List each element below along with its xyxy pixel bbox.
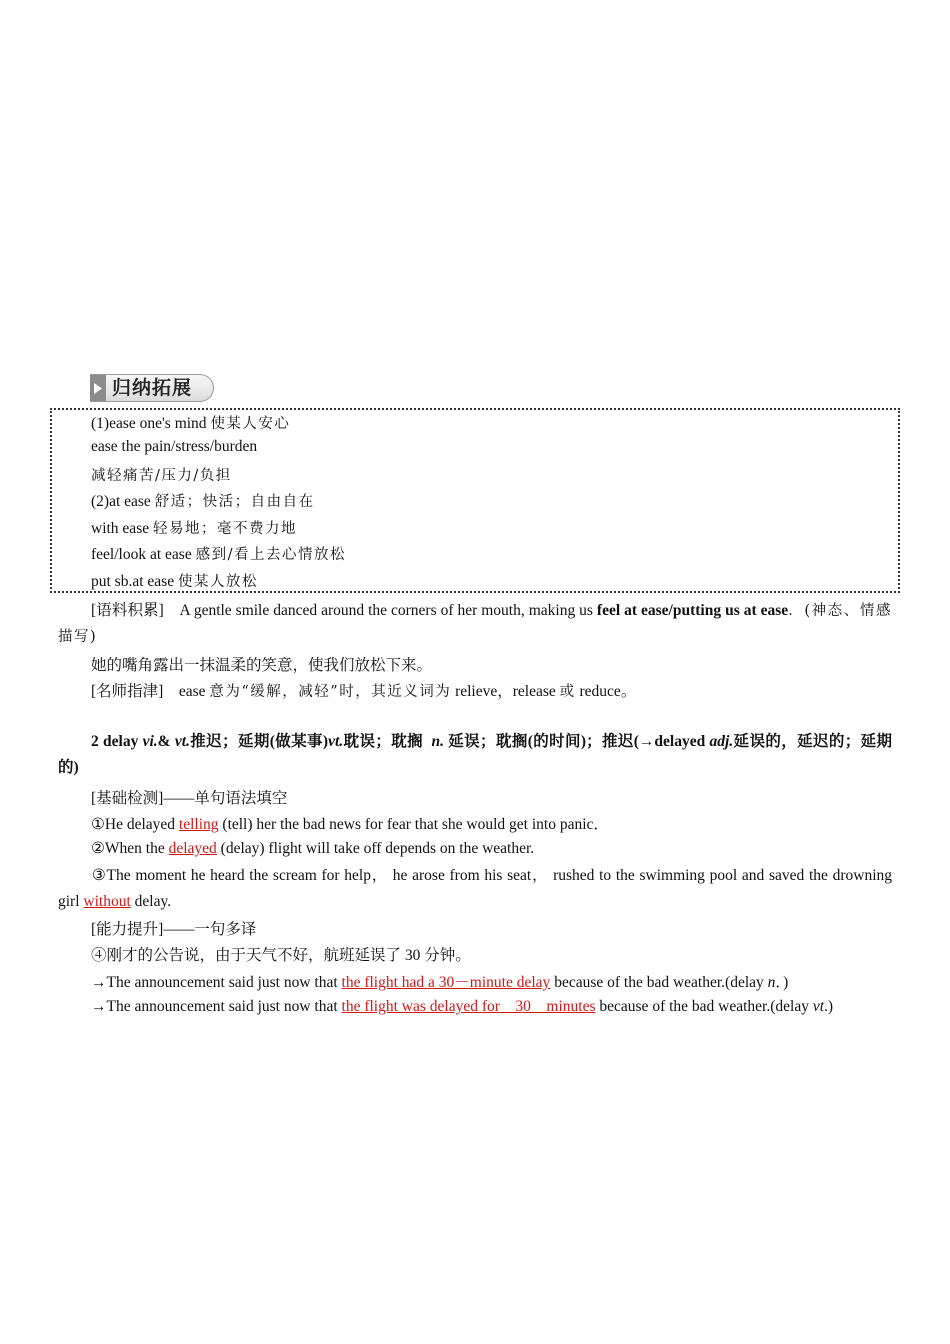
corpus-translation: 她的嘴角露出一抹温柔的笑意，使我们放松下来。 [91, 657, 433, 674]
translation-1: →The announcement said just now that the flight had a 30－minute delay because of the bad weather.(delay n．) [91, 974, 789, 991]
box-line-3: 减轻痛苦/压力/负担 [91, 468, 232, 484]
question-1: ①He delayed telling (tell) her the bad news for fear that she would get into panic． [91, 816, 609, 833]
answer-2: delayed [168, 840, 217, 857]
box-line-1: (1)ease one's mind 使某人安心 [91, 415, 291, 432]
headword: delay [103, 733, 139, 750]
entry-delay: 2 delay vi.& vt.推迟；延期(做某事)vt.耽误；耽搁 n. 延误；耽搁(的时间)；推迟(→delayed adj.延误的，延迟的；延期的) [58, 733, 893, 776]
box-line-2: ease the pain/stress/burden [91, 438, 258, 455]
tip-line: [名师指津] ease 意为“缓解，减轻”时，其近义词为 relieve，release 或 reduce。 [91, 683, 637, 700]
answer-4b: the flight was delayed for 30 minutes [341, 998, 596, 1015]
answer-3: without [83, 893, 131, 910]
box-line-7: put sb.at ease 使某人放松 [91, 573, 258, 590]
question-3: ③The moment he heard the scream for help， he arose from his seat， rushed to the swimming pool and saved the drowning girl without delay. [58, 867, 892, 910]
answer-1: telling [178, 816, 219, 833]
question-2: ②When the delayed (delay) flight will take off depends on the weather. [91, 840, 535, 857]
play-triangle-icon [94, 383, 102, 394]
box-line-6: feel/look at ease 感到/看上去心情放松 [91, 546, 346, 563]
translation-2: →The announcement said just now that the flight was delayed for 30 minutes because of the bad weather.(delay vt.) [91, 998, 834, 1015]
box-line-4: (2)at ease 舒适；快活；自由自在 [91, 493, 315, 510]
banner-marker [90, 375, 106, 401]
ability-tag: [能力提升]——一句多译 [91, 921, 257, 938]
section-banner [90, 374, 214, 402]
corpus-bold: feel at ease/putting us at ease [596, 602, 789, 619]
tip-tag: [名师指津] [91, 683, 164, 700]
box-line-5: with ease 轻易地；毫不费力地 [91, 520, 297, 537]
corpus-paragraph: [语料积累] A gentle smile danced around the corners of her mouth, making us feel at ease/putting us at ease．(神态、情感描写) [58, 602, 892, 645]
answer-4a: the flight had a 30－minute delay [341, 974, 551, 991]
corpus-tag: [语料积累] [91, 602, 164, 619]
section-title: 归纳拓展 [112, 377, 193, 399]
basic-tag: [基础检测]——单句语法填空 [91, 790, 288, 807]
question-4: ④刚才的公告说，由于天气不好，航班延误了 30 分钟。 [91, 947, 471, 964]
